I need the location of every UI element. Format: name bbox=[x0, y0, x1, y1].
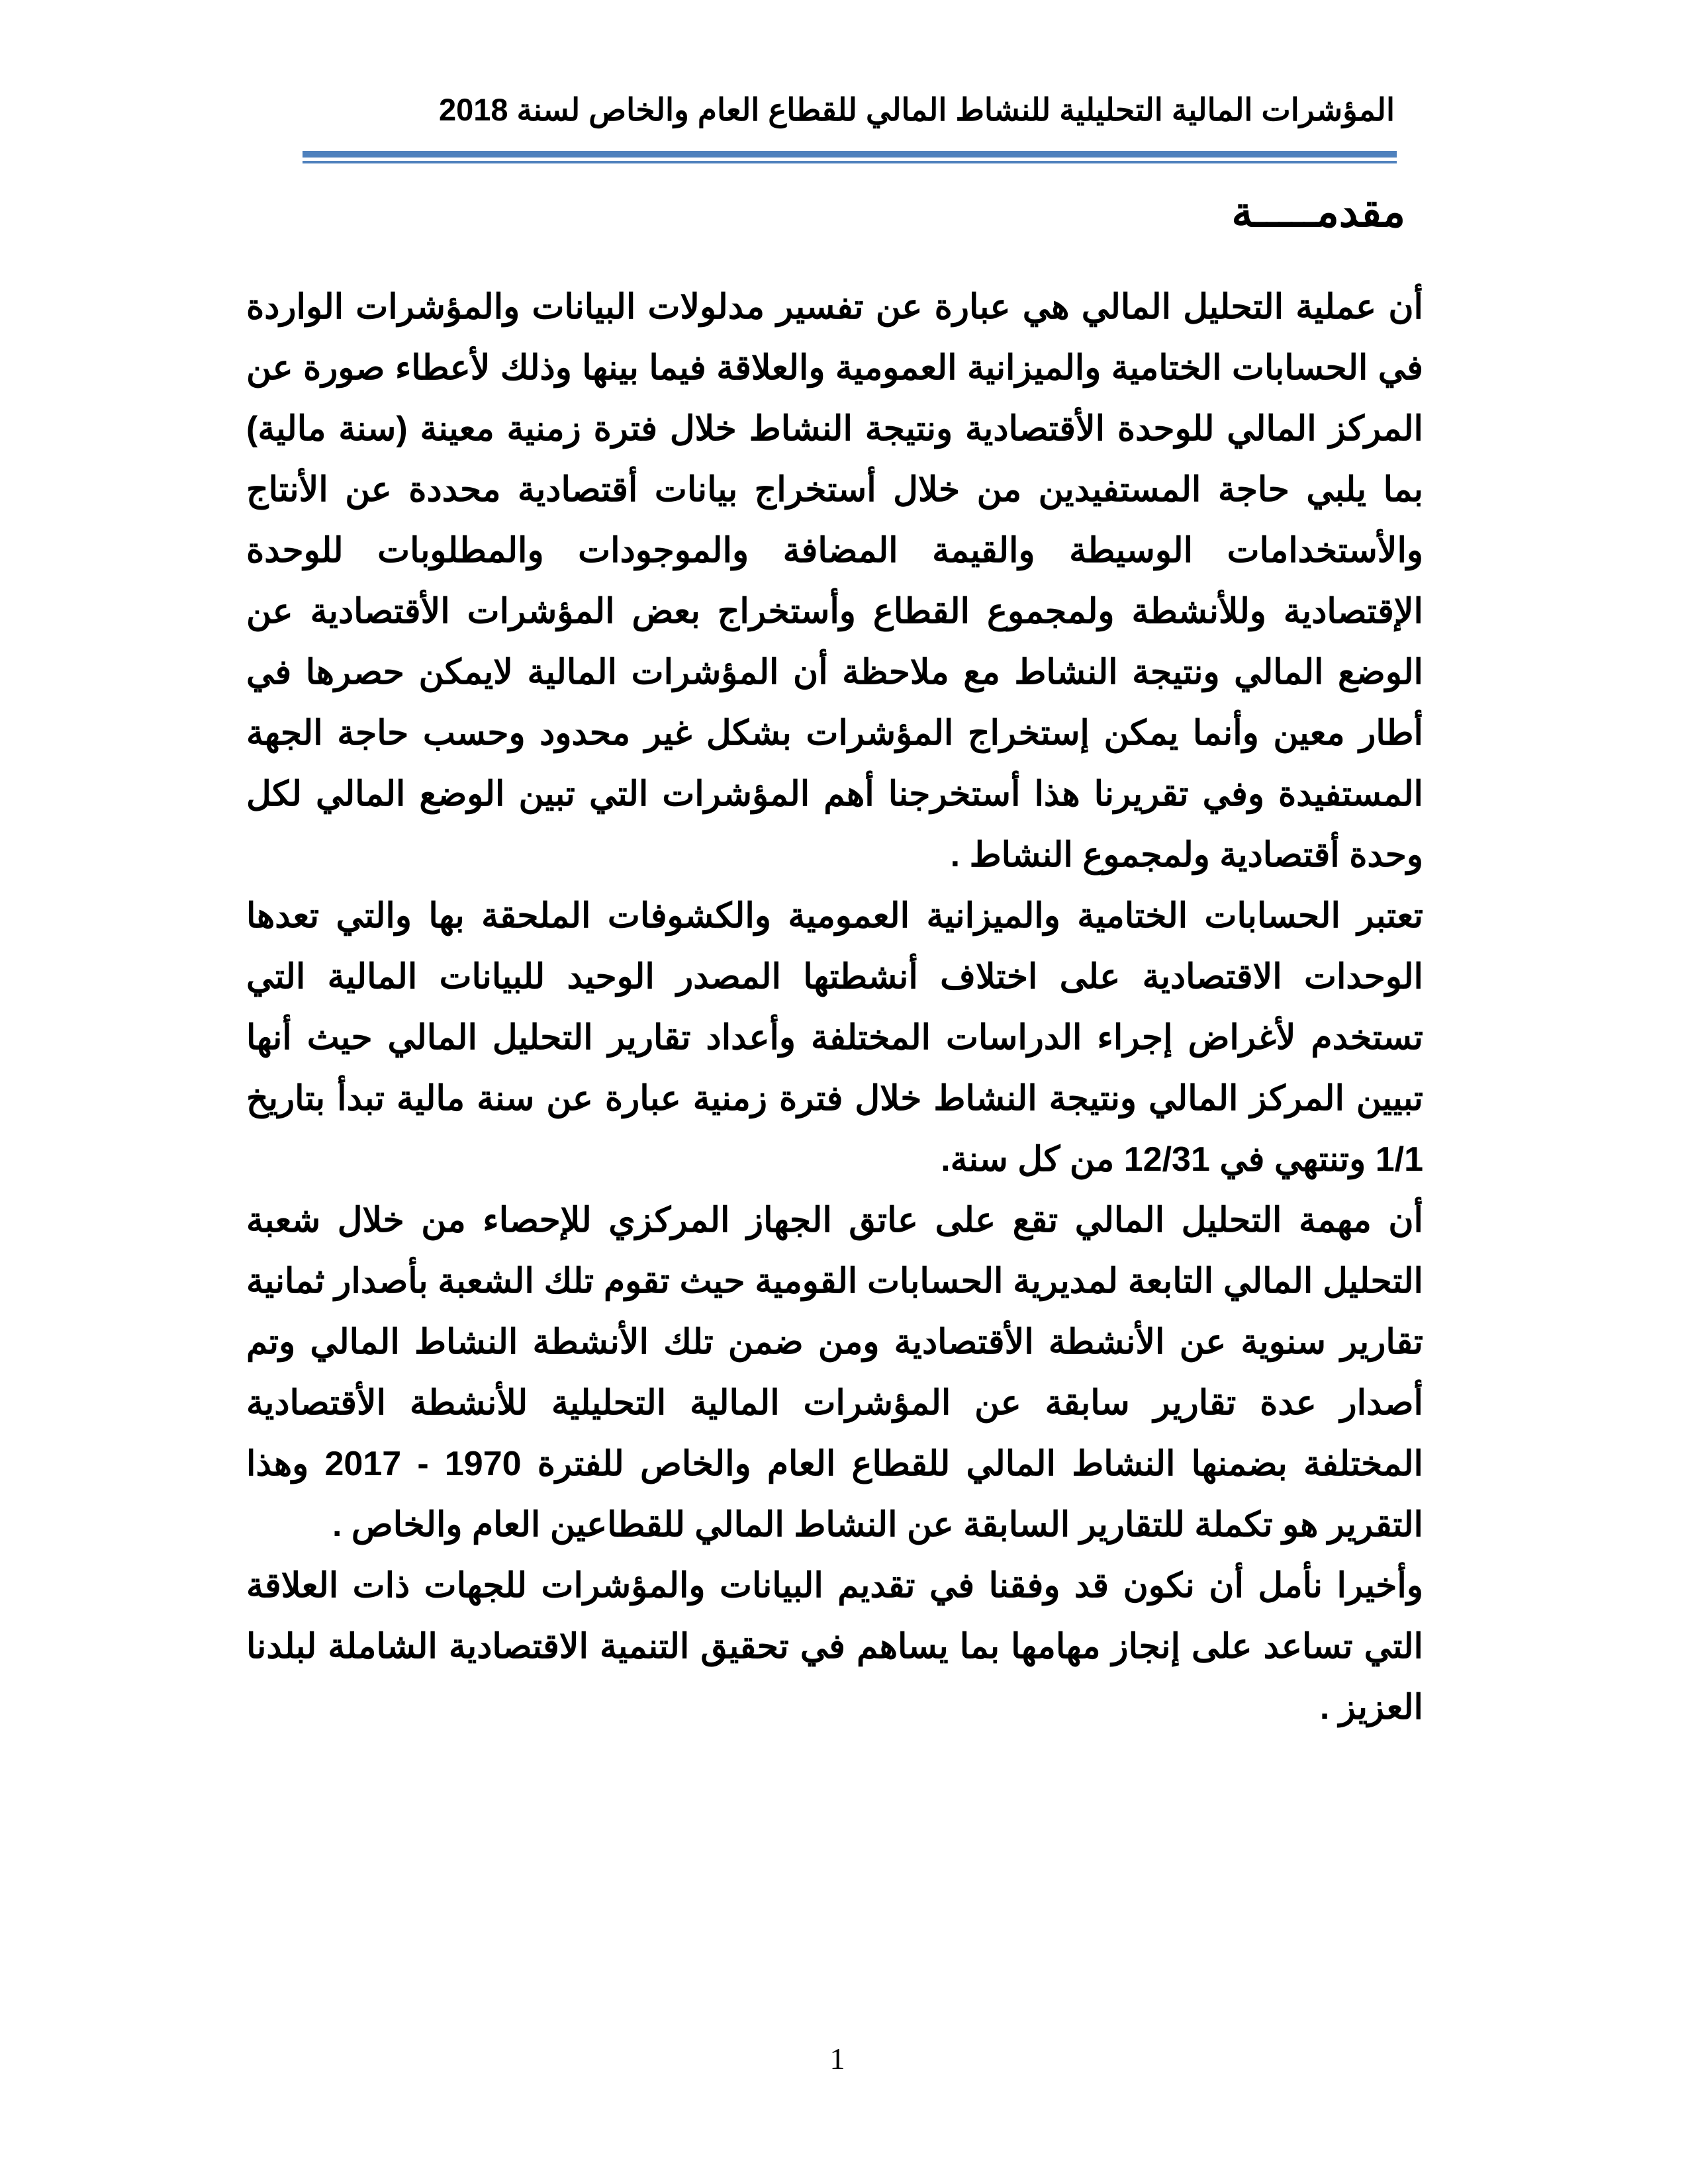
header-rule-thin bbox=[303, 161, 1397, 163]
paragraph-1: أن عملية التحليل المالي هي عبارة عن تفسير مدلولات البيانات والمؤشرات الواردة في الحسابات الختامية والميزانية العمومية والعلاقة فيما بينها وذلك لأعطاء صورة عن المركز المالي للوحدة الأقتصادية ونتيجة النشاط خلال فترة زمنية معينة (سنة مالية) بما يلبي حاجة المستفيدين من خلال أستخراج بيانات أقتصادية محددة عن الأنتاج والأستخدامات الوسيطة والقيمة المضافة والموجودات والمطلوبات للوحدة الإقتصادية وللأنشطة ولمجموع القطاع وأستخراج بعض المؤشرات الأقتصادية عن الوضع المالي ونتيجة النشاط مع ملاحظة أن المؤشرات المالية لايمكن حصرها في أطار معين وأنما يمكن إستخراج المؤشرات بشكل غير محدود وحسب حاجة الجهة المستفيدة وفي تقريرنا هذا أستخرجنا أهم المؤشرات التي تبين الوضع المالي لكل وحدة أقتصادية ولمجموع النشاط . bbox=[246, 288, 1423, 874]
header-rule-thick bbox=[303, 151, 1397, 158]
page-number: 1 bbox=[829, 2042, 845, 2075]
paragraph-2: تعتبر الحسابات الختامية والميزانية العمومية والكشوفات الملحقة بها والتي تعدها الوحدات الاقتصادية على اختلاف أنشطتها المصدر الوحيد للبيانات المالية التي تستخدم لأغراض إجراء الدراسات المختلفة وأعداد تقارير التحليل المالي حيث أنها تبيين المركز المالي ونتيجة النشاط خلال فترة زمنية عبارة عن سنة مالية تبدأ بتاريخ 1/1 وتنتهي في 12/31 من كل سنة. bbox=[246, 897, 1424, 1179]
section-title-introduction: مقدمـــــة bbox=[1231, 188, 1405, 236]
page-header-title: المؤشرات المالية التحليلية للنشاط المالي للقطاع العام والخاص لسنة 2018 bbox=[438, 92, 1395, 127]
paragraph-4: وأخيرا نأمل أن نكون قد وفقنا في تقديم البيانات والمؤشرات للجهات ذات العلاقة التي تساعد على إنجاز مهامها بما يساهم في تحقيق التنمية الاقتصادية الشاملة لبلدنا العزيز . bbox=[246, 1567, 1423, 1727]
paragraph-3: أن مهمة التحليل المالي تقع على عاتق الجهاز المركزي للإحصاء من خلال شعبة التحليل المالي التابعة لمديرية الحسابات القومية حيث تقوم تلك الشعبة بأصدار ثمانية تقارير سنوية عن الأنشطة الأقتصادية ومن ضمن تلك الأنشطة النشاط المالي وتم أصدار عدة تقارير سابقة عن المؤشرات المالية التحليلية للأنشطة الأقتصادية المختلفة بضمنها النشاط المالي للقطاع العام والخاص للفترة 1970 - 2017 وهذا التقرير هو تكملة للتقارير السابقة عن النشاط المالي للقطاعين العام والخاص . bbox=[246, 1201, 1423, 1544]
body-text bbox=[246, 277, 1423, 1738]
